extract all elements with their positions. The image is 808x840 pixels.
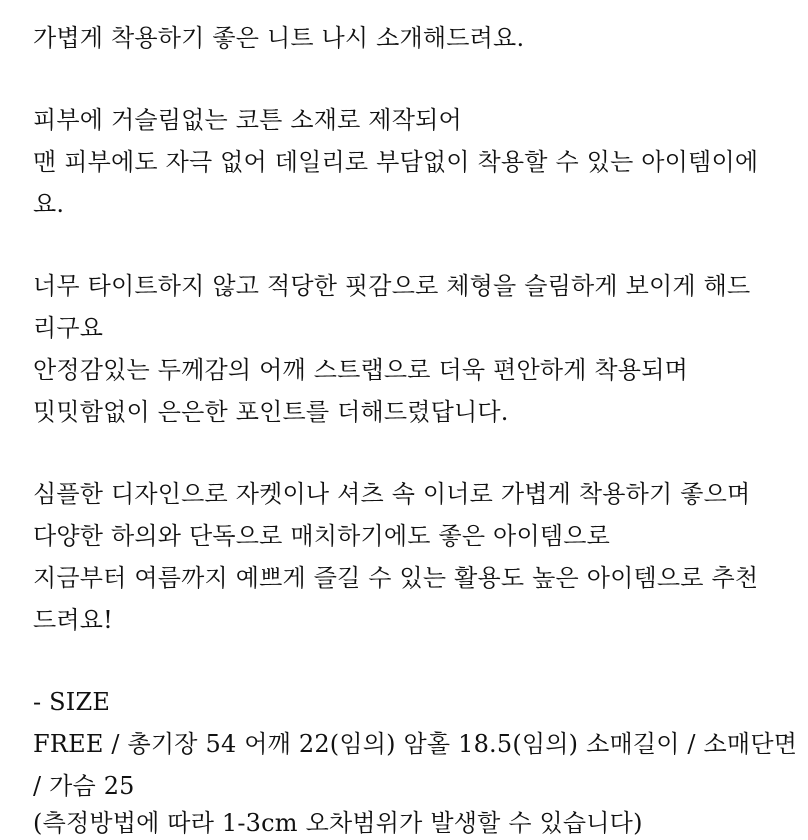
fit-line-1: 너무 타이트하지 않고 적당한 핏감으로 체형을 슬림하게 보이게 해드 [33, 272, 751, 300]
material-line-2: 맨 피부에도 자극 없어 데일리로 부담없이 착용할 수 있는 아이템이에 [33, 148, 759, 176]
size-details-line-1: FREE / 총기장 54 어깨 22(임의) 암홀 18.5(임의) 소매길이 / 소매단면 [33, 730, 798, 758]
material-line-3: 요. [33, 190, 65, 218]
size-heading: - SIZE [33, 688, 111, 716]
intro-line: 가볍게 착용하기 좋은 니트 나시 소개해드려요. [33, 24, 525, 52]
size-note: (측정방법에 따라 1-3cm 오차범위가 발생할 수 있습니다) [33, 809, 643, 837]
fit-line-4: 밋밋함없이 은은한 포인트를 더해드렸답니다. [33, 398, 509, 426]
material-line-1: 피부에 거슬림없는 코튼 소재로 제작되어 [33, 106, 462, 134]
styling-line-4: 드려요! [33, 606, 113, 634]
fit-line-2: 리구요 [33, 314, 104, 342]
styling-line-3: 지금부터 여름까지 예쁘게 즐길 수 있는 활용도 높은 아이템으로 추천 [33, 564, 759, 592]
styling-line-2: 다양한 하의와 단독으로 매치하기에도 좋은 아이템으로 [33, 522, 610, 550]
fit-line-3: 안정감있는 두께감의 어깨 스트랩으로 더욱 편안하게 착용되며 [33, 356, 688, 384]
size-details-line-2: / 가슴 25 [33, 772, 135, 800]
styling-line-1: 심플한 디자인으로 자켓이나 셔츠 속 이너로 가볍게 착용하기 좋으며 [33, 480, 751, 508]
